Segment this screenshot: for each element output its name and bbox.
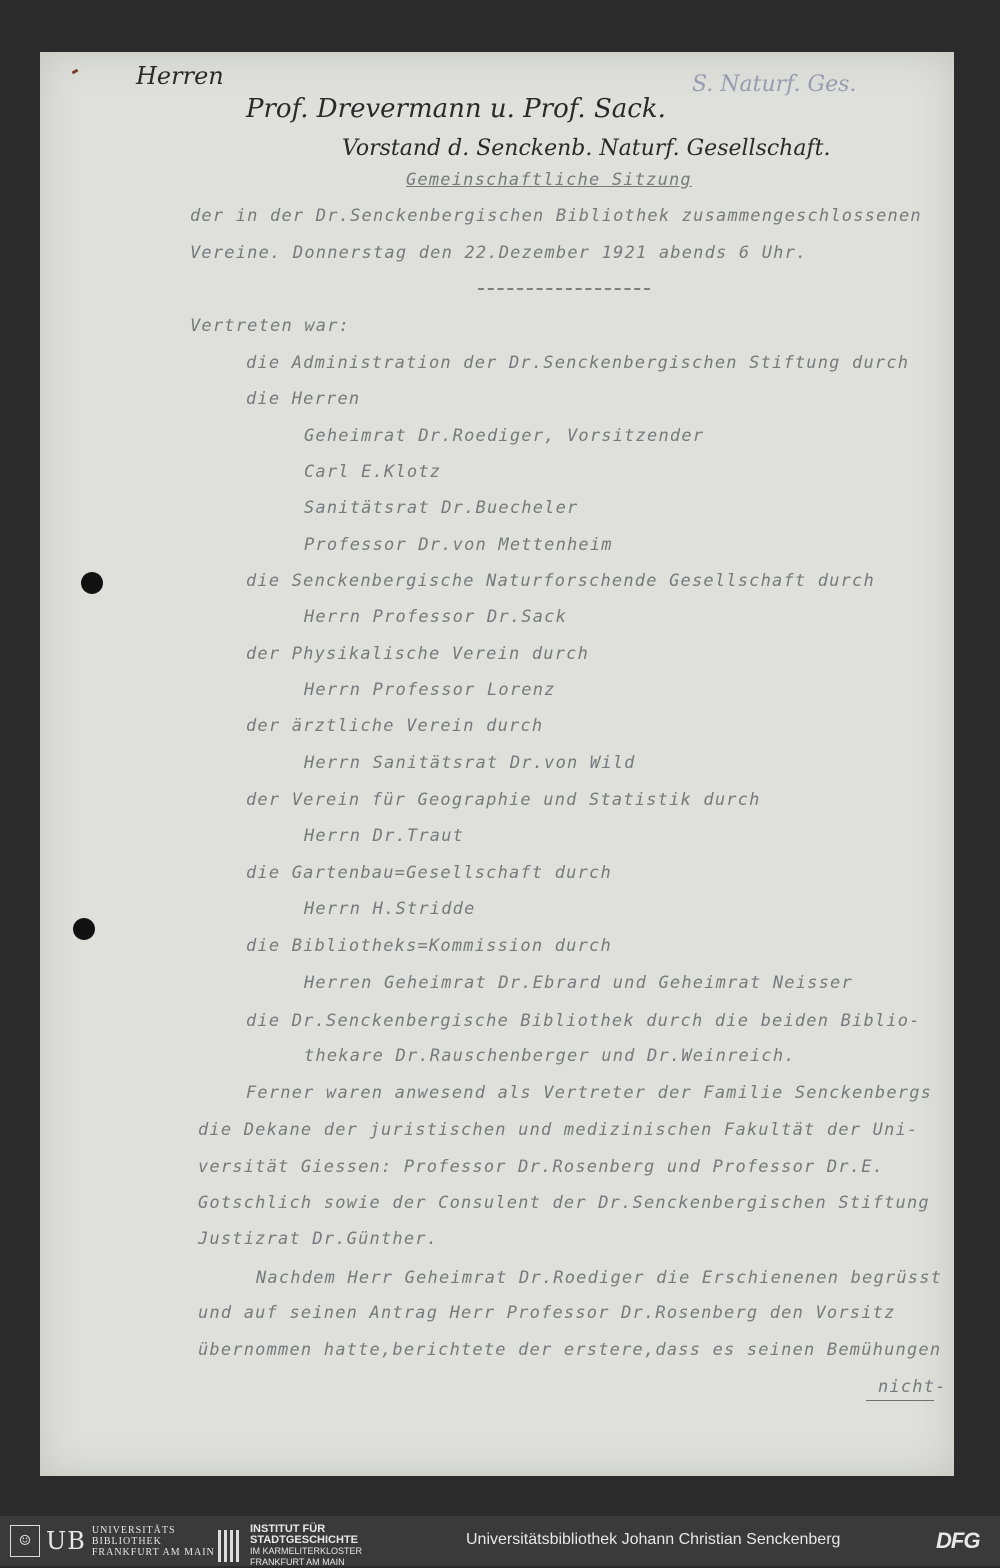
text-line: die Administration der Dr.Senckenbergischen Stiftung durch: [246, 353, 910, 373]
isg-columns-icon: [218, 1530, 242, 1562]
text-line: Ferner waren anwesend als Vertreter der Familie Senckenbergs: [246, 1083, 933, 1103]
text-line: der ärztliche Verein durch: [246, 716, 544, 736]
text-line: Sanitätsrat Dr.Buecheler: [304, 498, 579, 518]
text-line: die Gartenbau=Gesellschaft durch: [246, 863, 612, 883]
text-line: Herrn Dr.Traut: [304, 826, 465, 846]
text-line: die Senckenbergische Naturforschende Gesellschaft durch: [246, 571, 875, 591]
ub-line: BIBLIOTHEK: [91, 1535, 162, 1547]
catchword: nicht-: [878, 1377, 947, 1397]
document-heading: Gemeinschaftliche Sitzung: [406, 170, 692, 190]
text-line: Carl E.Klotz: [304, 462, 442, 482]
text-line: Vereine. Donnerstag den 22.Dezember 1921 abends 6 Uhr.: [190, 243, 808, 263]
ub-name: [92, 1525, 215, 1558]
isg-line: IM KARMELITERKLOSTER: [250, 1546, 363, 1556]
ub-letters: UB: [46, 1527, 86, 1555]
text-line: Vertreten war:: [190, 316, 351, 336]
isg-line: INSTITUT FÜR: [250, 1523, 326, 1535]
text-line: Herren Geheimrat Dr.Ebrard und Geheimrat Neisser: [304, 973, 853, 993]
punch-hole: [73, 918, 95, 940]
dfg-logo[interactable]: DFG: [936, 1528, 980, 1553]
isg-name: [250, 1524, 362, 1568]
text-line: der Physikalische Verein durch: [246, 644, 590, 664]
text-line: die Dekane der juristischen und medizinischen Fakultät der Uni-: [198, 1120, 919, 1140]
text-line: Nachdem Herr Geheimrat Dr.Roediger die Erschienenen begrüsst: [256, 1268, 943, 1288]
punch-hole: [81, 572, 103, 594]
ub-line: FRANKFURT AM MAIN: [91, 1546, 215, 1558]
viewer-footer: [0, 1516, 1000, 1566]
isg-line: FRANKFURT AM MAIN: [250, 1557, 345, 1567]
text-line: die Dr.Senckenbergische Bibliothek durch die beiden Biblio-: [246, 1011, 921, 1031]
text-line: die Bibliotheks=Kommission durch: [246, 936, 612, 956]
isg-line: STADTGESCHICHTE: [250, 1534, 358, 1546]
text-line: Geheimrat Dr.Roediger, Vorsitzender: [304, 426, 705, 446]
text-line: der Verein für Geographie und Statistik durch: [246, 790, 761, 810]
isg-logo[interactable]: [218, 1524, 362, 1568]
text-line: Herrn Professor Dr.Sack: [304, 607, 568, 627]
text-line: übernommen hatte,berichtete der erstere,dass es seinen Bemühungen: [198, 1340, 942, 1360]
footer-title[interactable]: Universitätsbibliothek Johann Christian Senckenberg: [466, 1531, 841, 1548]
ub-logo[interactable]: [10, 1524, 215, 1558]
text-line: Gotschlich sowie der Consulent der Dr.Senckenbergischen Stiftung: [198, 1193, 930, 1213]
ub-line: UNIVERSITÄTS: [91, 1524, 176, 1536]
text-line: Herrn Professor Lorenz: [304, 680, 556, 700]
text-line: der in der Dr.Senckenbergischen Bibliothek zusammengeschlossenen: [190, 206, 922, 226]
ub-portrait-icon: ☺: [10, 1525, 40, 1557]
handwritten-society: Vorstand d. Senckenb. Naturf. Gesellschaft.: [342, 136, 831, 161]
text-line: Herrn Sanitätsrat Dr.von Wild: [304, 753, 636, 773]
text-line: und auf seinen Antrag Herr Professor Dr.Rosenberg den Vorsitz: [198, 1303, 896, 1323]
divider: [478, 288, 650, 290]
text-line: die Herren: [246, 389, 361, 409]
text-line: Herrn H.Stridde: [304, 899, 476, 919]
handwritten-addressee: Herren: [136, 62, 224, 90]
handwritten-annotation: S. Naturf. Ges.: [692, 72, 857, 97]
handwritten-names: Prof. Drevermann u. Prof. Sack.: [246, 94, 666, 124]
text-line: versität Giessen: Professor Dr.Rosenberg und Professor Dr.E.: [198, 1157, 885, 1177]
text-line: Justizrat Dr.Günther.: [198, 1229, 439, 1249]
text-line: thekare Dr.Rauschenberger und Dr.Weinreich.: [304, 1046, 796, 1066]
text-line: Professor Dr.von Mettenheim: [304, 535, 613, 555]
catchword-underline: [866, 1400, 934, 1401]
